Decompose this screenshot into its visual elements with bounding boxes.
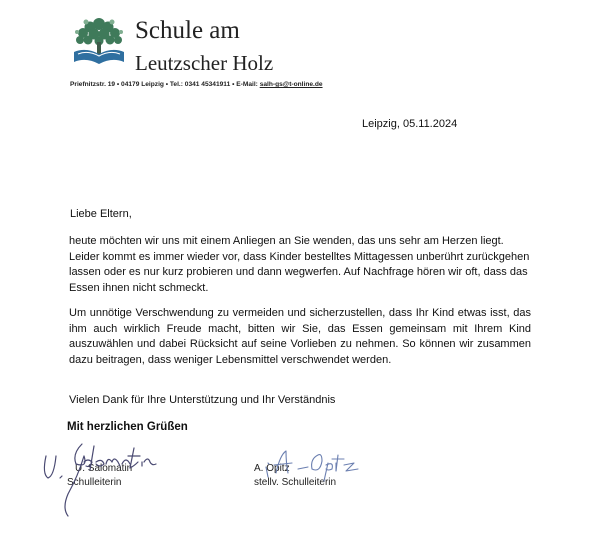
email-link[interactable]: salh-gs@t-online.de: [259, 81, 323, 88]
signatory-role: stellv. Schulleiterin: [254, 476, 337, 488]
address-text: Priefnitzstr. 19 • 04179 Leipzig • Tel.: 0341 45341911 • E-Mail:: [70, 81, 260, 88]
school-logo-icon: [70, 12, 128, 70]
address-line: [70, 81, 323, 88]
date-line: Leipzig, 05.11.2024: [362, 118, 458, 130]
school-name-line2: Leutzscher Holz: [135, 51, 274, 75]
salutation: Liebe Eltern,: [70, 208, 132, 220]
closing-line: Mit herzlichen Grüßen: [67, 421, 188, 433]
signatory-role: Schulleiterin: [67, 476, 122, 488]
thanks-line: Vielen Dank für Ihre Unterstützung und Ihr Verständnis: [69, 394, 336, 406]
signatory-name: A. Opitz: [254, 463, 290, 474]
school-name-line1: Schule am: [135, 17, 240, 44]
signature-deputy: [262, 443, 372, 483]
signatory-name: U. Salomatin: [75, 463, 133, 474]
body-paragraph-1: heute möchten wir uns mit einem Anliegen an Sie wenden, das uns sehr am Herzen liegt. Leider kommt es immer wieder vor, dass Kinder bestelltes Mittagessen unberührt zurückgehen lassen oder es nur kurz probieren und dann wegwerfen. Auf Nachfrage hören wir oft, dass das Essen ihnen nicht schmeckt.: [69, 235, 530, 294]
signature-principal: [38, 436, 188, 518]
body-paragraph-2: Um unnötige Verschwendung zu vermeiden und sicherzustellen, dass Ihr Kind etwas isst, das ihm auch wirklich Freude macht, bitten wir Sie, das Essen gemeinsam mit Ihrem Kind auszuwählen und dabei Rücksicht auf seine Vorlieben zu nehmen. So können wir zusammen dazu beitragen, dass weniger Lebensmittel verschwendet werden.: [69, 307, 531, 366]
